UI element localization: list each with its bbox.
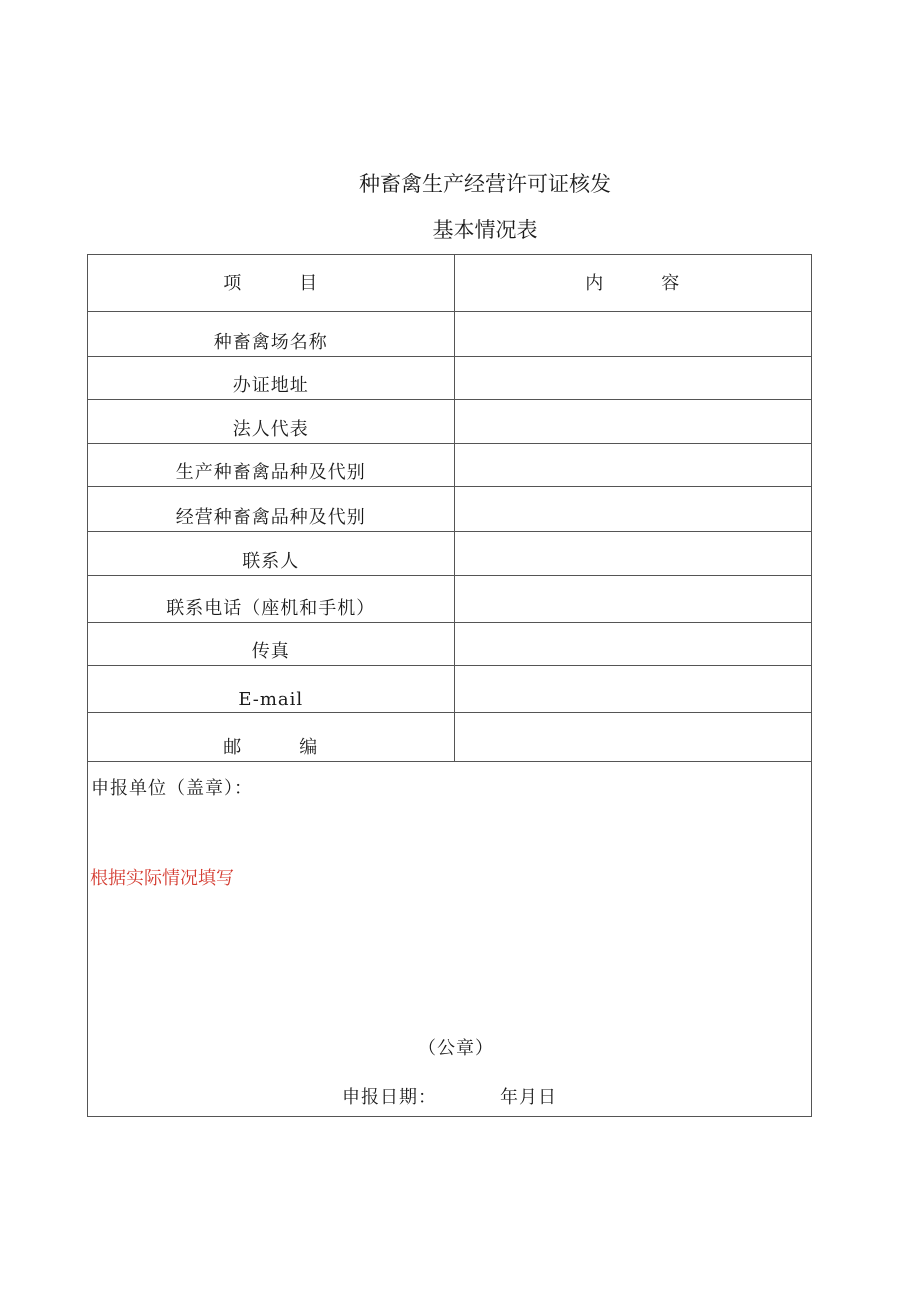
row-label-cell bbox=[88, 575, 454, 622]
row-label: 经营种畜禽品种及代别 bbox=[175, 506, 366, 528]
table-row bbox=[88, 311, 811, 356]
header-content bbox=[454, 255, 811, 311]
row-label-cell bbox=[88, 712, 454, 761]
row-label: 传真 bbox=[251, 640, 290, 662]
row-value-field[interactable] bbox=[454, 665, 811, 712]
table-row bbox=[88, 443, 811, 486]
document-title: 种畜禽生产经营许可证核发 bbox=[359, 172, 611, 196]
date-units: 年月日 bbox=[500, 1087, 557, 1108]
row-label-cell bbox=[88, 665, 454, 712]
header-content-label: 内 容 bbox=[585, 272, 681, 294]
row-label: 种畜禽场名称 bbox=[213, 331, 328, 353]
row-label: 联系人 bbox=[242, 550, 300, 572]
table-row bbox=[88, 712, 811, 761]
info-table bbox=[88, 255, 811, 762]
table-row bbox=[88, 575, 811, 622]
row-label: 生产种畜禽品种及代别 bbox=[175, 461, 366, 483]
row-label-cell bbox=[88, 356, 454, 399]
table-row bbox=[88, 356, 811, 399]
table-row bbox=[88, 665, 811, 712]
table-row bbox=[88, 622, 811, 665]
row-label-cell bbox=[88, 443, 454, 486]
table-row bbox=[88, 399, 811, 443]
table-header-row bbox=[88, 255, 811, 311]
row-value-field[interactable] bbox=[454, 311, 811, 356]
row-value-field[interactable] bbox=[454, 356, 811, 399]
row-label: 联系电话（座机和手机） bbox=[166, 597, 376, 619]
applicant-label: 申报单位（盖章）： bbox=[91, 778, 253, 799]
row-label-cell bbox=[88, 311, 454, 356]
row-value-field[interactable] bbox=[454, 622, 811, 665]
seal-label: （公章） bbox=[418, 1038, 494, 1059]
row-label: 邮 编 bbox=[223, 736, 319, 758]
row-label: 法人代表 bbox=[232, 418, 309, 440]
header-item-label: 项 目 bbox=[223, 272, 319, 294]
row-label-cell bbox=[88, 531, 454, 575]
row-value-field[interactable] bbox=[454, 712, 811, 761]
document-subtitle: 基本情况表 bbox=[432, 218, 538, 242]
table-row bbox=[88, 486, 811, 531]
application-form bbox=[87, 254, 812, 1117]
row-value-field[interactable] bbox=[454, 486, 811, 531]
row-label-cell bbox=[88, 486, 454, 531]
header-item bbox=[88, 255, 454, 311]
row-label: 办证地址 bbox=[232, 374, 309, 396]
row-label-cell bbox=[88, 622, 454, 665]
row-value-field[interactable] bbox=[454, 443, 811, 486]
row-label: E-mail bbox=[238, 688, 304, 710]
fill-in-note[interactable]: 根据实际情况填写 bbox=[90, 868, 234, 889]
row-label-cell bbox=[88, 399, 454, 443]
row-value-field[interactable] bbox=[454, 575, 811, 622]
date-label: 申报日期： bbox=[342, 1087, 437, 1108]
table-row bbox=[88, 531, 811, 575]
row-value-field[interactable] bbox=[454, 531, 811, 575]
row-value-field[interactable] bbox=[454, 399, 811, 443]
